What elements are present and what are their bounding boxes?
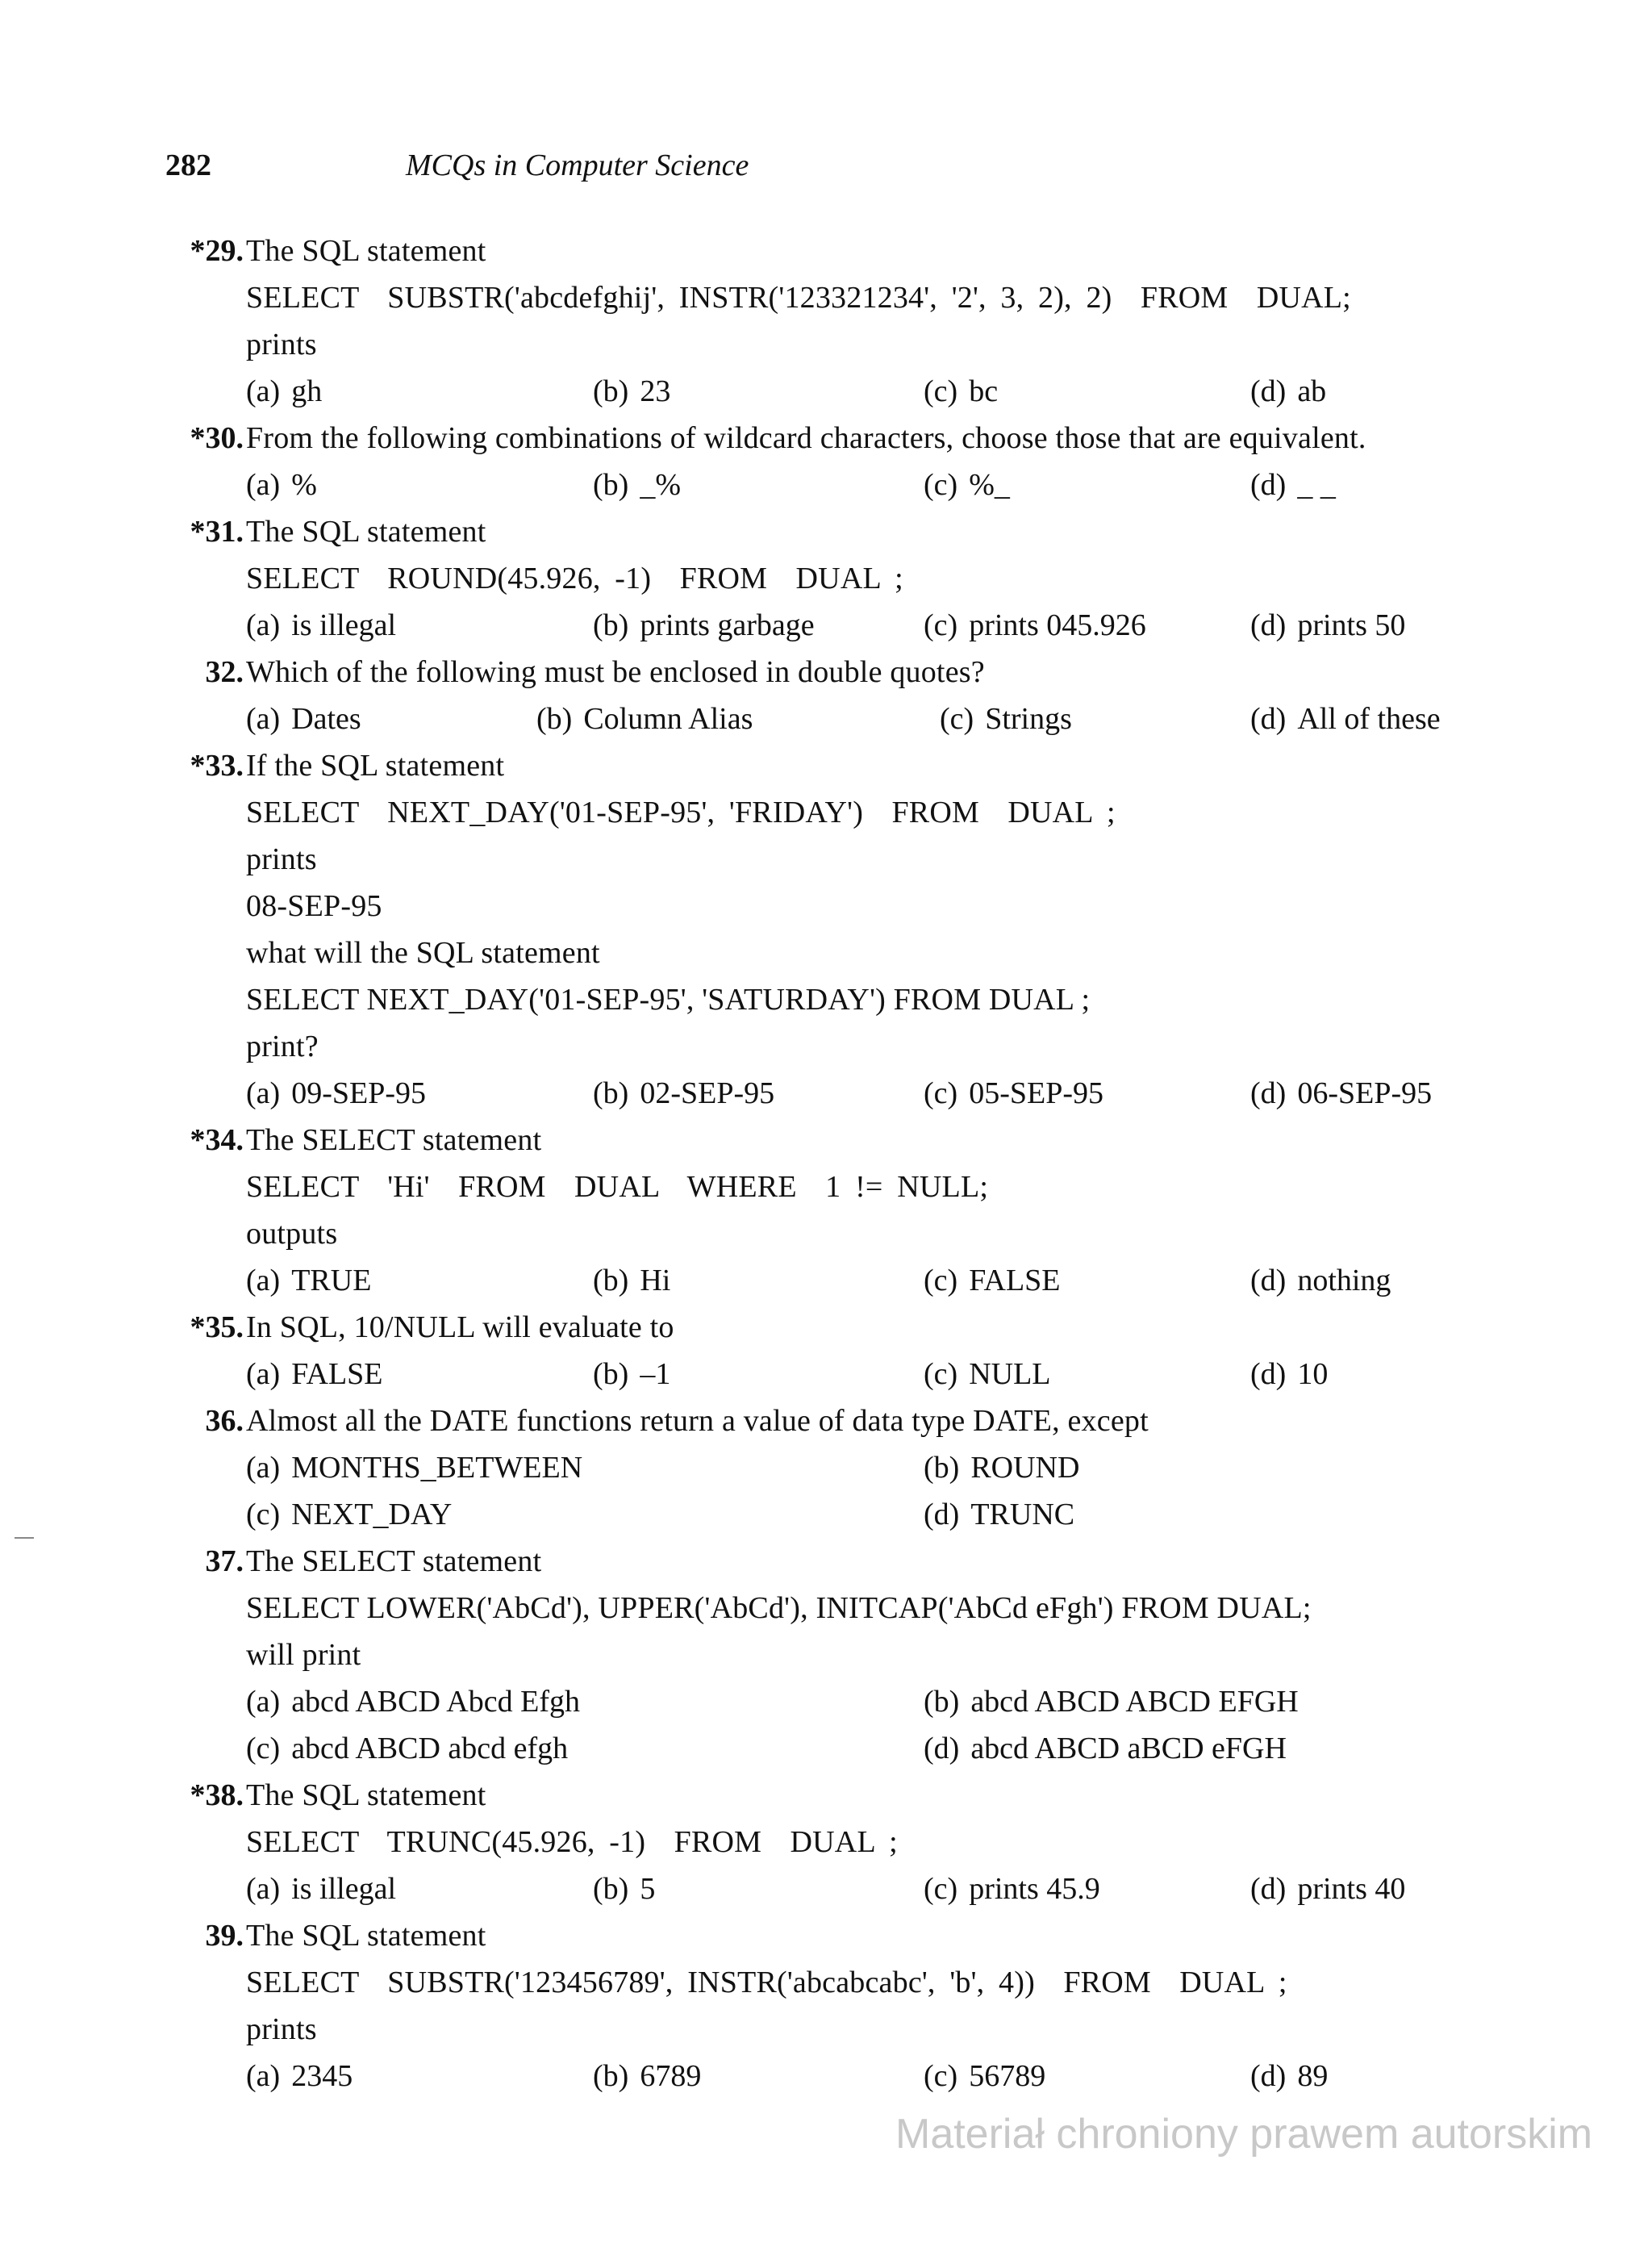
option-d: (d) 89 [1250, 2059, 1329, 2093]
question-number: 32. [205, 655, 244, 689]
sql-statement: SELECT LOWER('AbCd'), UPPER('AbCd'), INITCAP('AbCd eFgh') FROM DUAL; [246, 1591, 1312, 1625]
question-number: *35. [190, 1310, 244, 1344]
question-text: The SELECT statement [246, 1544, 542, 1578]
question-text: The SELECT statement [246, 1123, 542, 1157]
question-number: *34. [190, 1123, 244, 1157]
option-a: (a) MONTHS_BETWEEN [246, 1451, 583, 1485]
question-number: *29. [190, 234, 244, 268]
option-a: (a) 2345 [246, 2059, 353, 2093]
option-c: (c) %_ [924, 468, 1010, 502]
option-d: (d) ab [1250, 374, 1327, 408]
option-a: (a) Dates [246, 702, 361, 736]
question-35 [0, 1304, 1652, 1397]
question-33 [0, 742, 1652, 1117]
options-row [246, 1444, 1585, 1491]
question-number: 37. [205, 1544, 244, 1578]
sql-statement: SELECT 'Hi' FROM DUAL WHERE 1 != NULL; [246, 1170, 989, 1204]
options-row [246, 368, 1585, 415]
sql-statement: SELECT ROUND(45.926, -1) FROM DUAL ; [246, 562, 903, 595]
question-number: *30. [190, 421, 244, 455]
option-d: (d) abcd ABCD aBCD eFGH [924, 1732, 1287, 1765]
option-a: (a) 09-SEP-95 [246, 1076, 426, 1110]
question-29 [0, 228, 1652, 415]
option-c: (c) Strings [940, 702, 1072, 736]
question-text: The SQL statement [246, 515, 486, 549]
sql-statement: SELECT NEXT_DAY('01-SEP-95', 'SATURDAY') FROM DUAL ; [246, 983, 1091, 1017]
question-text: prints [246, 842, 317, 876]
question-31 [0, 508, 1652, 649]
option-d: (d) TRUNC [924, 1498, 1075, 1531]
option-b: (b) Hi [593, 1264, 671, 1297]
question-34 [0, 1117, 1652, 1304]
option-d: (d) All of these [1250, 702, 1441, 736]
option-c: (c) prints 045.926 [924, 608, 1146, 642]
question-36 [0, 1397, 1652, 1538]
question-37 [0, 1538, 1652, 1772]
options-row [246, 1678, 1585, 1725]
option-b: (b) Column Alias [536, 702, 753, 736]
copyright-watermark: Materiał chroniony prawem autorskim [895, 2111, 1593, 2158]
page-number: 282 [165, 148, 211, 182]
question-text: will print [246, 1638, 361, 1672]
page-header [165, 148, 1617, 196]
option-b: (b) 5 [593, 1872, 656, 1906]
option-c: (c) prints 45.9 [924, 1872, 1100, 1906]
options-row [246, 1070, 1585, 1117]
option-c: (c) 05-SEP-95 [924, 1076, 1103, 1110]
question-list [0, 228, 1652, 2099]
question-text: In SQL, 10/NULL will evaluate to [246, 1310, 674, 1344]
question-30 [0, 415, 1652, 508]
option-b: (b) ROUND [924, 1451, 1080, 1485]
option-b: (b) 23 [593, 374, 671, 408]
options-row [246, 1257, 1585, 1304]
options-row [246, 602, 1585, 649]
question-text: print? [246, 1030, 319, 1063]
options-row [246, 1725, 1585, 1772]
question-number: 36. [205, 1404, 244, 1438]
option-d: (d) 06-SEP-95 [1250, 1076, 1433, 1110]
option-a: (a) is illegal [246, 608, 396, 642]
question-text: prints [246, 2012, 317, 2046]
question-text: From the following combinations of wildcard characters, choose those that are equivalent. [246, 421, 1366, 455]
sql-statement: SELECT NEXT_DAY('01-SEP-95', 'FRIDAY') FROM DUAL ; [246, 796, 1116, 829]
question-number: *38. [190, 1778, 244, 1812]
option-a: (a) is illegal [246, 1872, 396, 1906]
options-row [246, 1491, 1585, 1538]
option-b: (b) _% [593, 468, 681, 502]
option-b: (b) –1 [593, 1357, 671, 1391]
options-row [246, 1865, 1585, 1912]
option-a: (a) % [246, 468, 317, 502]
option-d: (d) 10 [1250, 1357, 1329, 1391]
question-text: prints [246, 328, 317, 361]
question-number: 39. [205, 1919, 244, 1953]
options-row [246, 1351, 1585, 1397]
question-text: The SQL statement [246, 1919, 486, 1953]
sql-statement: SELECT SUBSTR('abcdefghij', INSTR('123321234', '2', 3, 2), 2) FROM DUAL; [246, 281, 1351, 315]
option-c: (c) 56789 [924, 2059, 1046, 2093]
question-39 [0, 1912, 1652, 2099]
option-d: (d) prints 40 [1250, 1872, 1406, 1906]
question-text: outputs [246, 1217, 338, 1251]
option-d: (d) _ _ [1250, 468, 1336, 502]
option-d: (d) prints 50 [1250, 608, 1406, 642]
option-a: (a) TRUE [246, 1264, 372, 1297]
question-number: *31. [190, 515, 244, 549]
question-text: Which of the following must be enclosed in double quotes? [246, 655, 985, 689]
option-c: (c) NULL [924, 1357, 1051, 1391]
option-c: (c) bc [924, 374, 999, 408]
question-text: what will the SQL statement [246, 936, 600, 970]
margin-mark [15, 1537, 34, 1539]
option-b: (b) prints garbage [593, 608, 815, 642]
sql-statement: SELECT SUBSTR('123456789', INSTR('abcabcabc', 'b', 4)) FROM DUAL ; [246, 1966, 1287, 1999]
running-title: MCQs in Computer Science [406, 148, 749, 182]
question-38 [0, 1772, 1652, 1912]
question-number: *33. [190, 749, 244, 783]
question-text: Almost all the DATE functions return a value of data type DATE, except [246, 1404, 1149, 1438]
question-text: 08-SEP-95 [246, 889, 382, 923]
option-a: (a) gh [246, 374, 323, 408]
option-b: (b) 6789 [593, 2059, 702, 2093]
option-c: (c) abcd ABCD abcd efgh [246, 1732, 569, 1765]
options-row [246, 462, 1585, 508]
option-d: (d) nothing [1250, 1264, 1391, 1297]
sql-statement: SELECT TRUNC(45.926, -1) FROM DUAL ; [246, 1825, 898, 1859]
option-c: (c) NEXT_DAY [246, 1498, 453, 1531]
option-c: (c) FALSE [924, 1264, 1061, 1297]
question-text: The SQL statement [246, 1778, 486, 1812]
options-row [246, 2053, 1585, 2099]
question-32 [0, 649, 1652, 742]
option-b: (b) 02-SEP-95 [593, 1076, 775, 1110]
option-b: (b) abcd ABCD ABCD EFGH [924, 1685, 1299, 1719]
option-a: (a) FALSE [246, 1357, 383, 1391]
question-text: If the SQL statement [246, 749, 505, 783]
option-a: (a) abcd ABCD Abcd Efgh [246, 1685, 580, 1719]
options-row [246, 696, 1585, 742]
question-text: The SQL statement [246, 234, 486, 268]
